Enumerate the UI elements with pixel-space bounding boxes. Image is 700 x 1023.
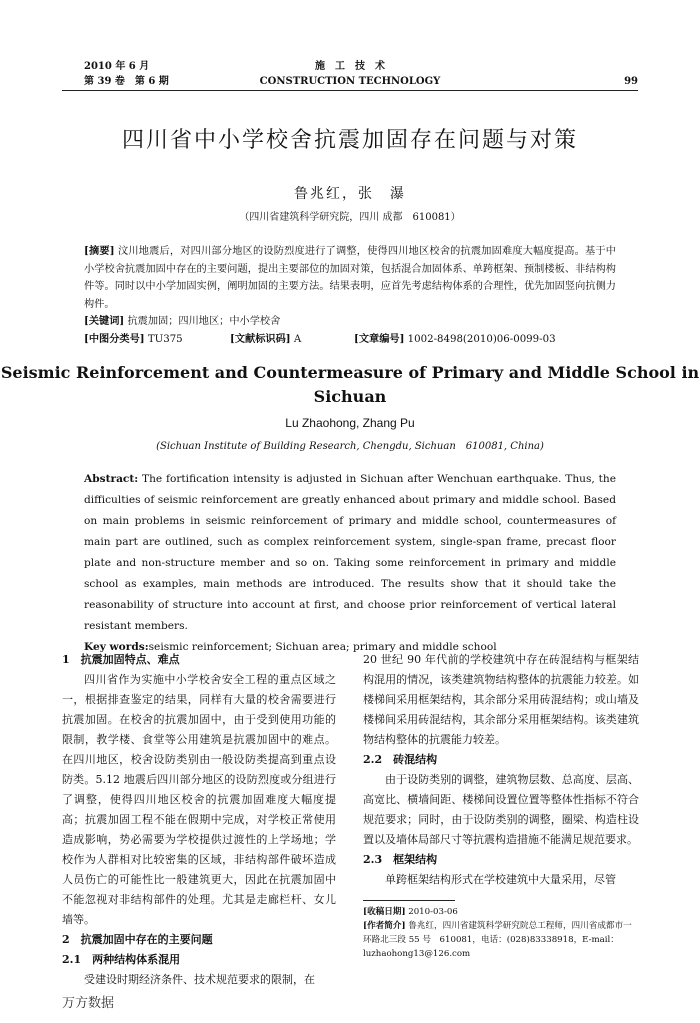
author-bio-text: 鲁兆红，四川省建筑科学研究院总工程师，四川省成都市一环路北三段 55 号 610081，电话：(028)83338918，E-mail：luzhaohong13@126.com <box>363 921 632 959</box>
clc-label: [中图分类号] <box>84 332 145 345</box>
abstract-en-body <box>84 469 616 637</box>
journal-name-cn: 施 工 技 术 <box>315 61 385 72</box>
section-2-1-heading: 2.1 两种结构体系混用 <box>62 953 181 966</box>
footnote <box>363 905 639 961</box>
received-label: [收稿日期] <box>363 907 406 917</box>
keywords-cn-label: [关键词] <box>84 315 125 327</box>
keywords-cn: 抗震加固；四川地区；中小学校舍 <box>127 316 281 327</box>
page-number: 99 <box>624 76 638 87</box>
section-1-text: 四川省作为实施中小学校舍安全工程的重点区域之一，根据排查鉴定的结果，同样有大量的校舍需要进行抗震加固。在校舍的抗震加固中，由于受到使用功能的限制，教学楼、食堂等公用建筑是抗震加固中的难点。在四川地区，校舍设防类别由一般设防类提高到重点设防类。5.12 地震后四川部分地区的设防烈度或分组进行了调整，使得四川地区校舍的抗震加固难度大幅度提高；抗震加固工程不能在假期中完成，对学校正常使用造成影响，势必需要为学校提供过渡性的上学场地；学校作为人群相对比较密集的区域，非结构部件破坏造成人员伤亡的可能性比一般建筑更大，因此在抗震加固中不能忽视对非结构部件的处理。尤其是走廊栏杆、女儿墙等。 <box>62 673 336 926</box>
abstract-en <box>84 469 616 658</box>
affiliation-en: (Sichuan Institute of Building Research, Chengdu, Sichuan 610081, China) <box>156 441 544 452</box>
paper-title-en: Seismic Reinforcement and Countermeasure of Primary and Middle School in Sichuan <box>0 363 700 406</box>
body-column-left <box>62 650 336 990</box>
author-bio-label: [作者简介] <box>363 921 406 931</box>
authors-en: Lu Zhaohong, Zhang Pu <box>285 416 415 430</box>
paper-title-cn: 四川省中小学校舍抗震加固存在问题与对策 <box>121 128 578 153</box>
body-column-right <box>363 650 639 890</box>
section-2-3-heading: 2.3 框架结构 <box>363 853 438 866</box>
author-bio-row <box>363 919 639 961</box>
abstract-en-label: Abstract: <box>84 473 139 485</box>
issue-date: 2010 年 6 月 <box>84 61 150 72</box>
affiliation-cn: （四川省建筑科学研究院，四川 成都 610081） <box>239 212 461 223</box>
received-date: 2010-03-06 <box>408 907 458 917</box>
article-id-value: 1002-8498(2010)06-0099-03 <box>407 333 556 345</box>
section-2-3-text: 单跨框架结构形式在学校建筑中大量采用，尽管 <box>385 873 616 886</box>
footnote-rule <box>363 900 455 901</box>
keywords-en-label: Key words: <box>84 641 149 653</box>
abstract-cn-label: [摘要] <box>84 245 115 257</box>
keywords-cn-row <box>84 313 616 331</box>
wanfang-watermark: 万方数据 <box>62 996 115 1011</box>
section-2-heading: 2 抗震加固中存在的主要问题 <box>62 933 213 946</box>
section-1-heading: 1 抗震加固特点、难点 <box>62 653 180 666</box>
section-2-1-continued: 20 世纪 90 年代前的学校建筑中存在砖混结构与框架结构混用的情况，该类建筑物结构整体的抗震能力较差。如楼梯间采用框架结构，其余部分采用砖混结构；或山墙及楼梯间采用砖混结构，其余部分采用框架结构。该类建筑物结构整体的抗震能力较差。 <box>363 653 639 746</box>
doc-code-value: A <box>293 333 302 345</box>
section-2-2-text: 由于设防类别的调整，建筑物层数、总高度、层高、高宽比、横墙间距、楼梯间设置位置等整体性指标不符合规范要求；同时，由于设防类别的调整，圈梁、构造柱设置以及墙体局部尺寸等抗震构造措施不能满足规范要求。 <box>363 773 639 846</box>
abstract-cn-text: 汶川地震后，对四川部分地区的设防烈度进行了调整，使得四川地区校舍的抗震加固难度大幅度提高。基于中小学校舍抗震加固中存在的主要问题，提出主要部位的加固对策，包括混合加固体系、单跨框架、预制楼板、非结构构件等。同时以中小学加固实例，阐明加固的主要方法。结果表明，应首先考虑结构体系的合理性，优先加固竖向抗侧力构件。 <box>84 246 616 310</box>
journal-name-en: CONSTRUCTION TECHNOLOGY <box>259 76 441 87</box>
doc-code-label: [文献标识码] <box>230 332 291 345</box>
article-id-label: [文章编号] <box>354 332 405 345</box>
header-rule <box>62 90 638 91</box>
received-date-row <box>363 905 639 919</box>
authors-cn: 鲁兆红，张 瀑 <box>294 186 406 202</box>
issue-volume: 第 39 卷 第 6 期 <box>84 76 169 87</box>
abstract-cn-body <box>84 243 616 313</box>
abstract-en-text: The fortification intensity is adjusted in Sichuan after Wenchuan earthquake. Thus, the difficulties of seismic reinforcement are greatly enhanced about primary and middle school. Based on main problems in seismic reinforcement of primary and middle school, countermeasures of main part are outlined, such as complex reinforcement system, single-span frame, precast floor plate and non-structure member and so on. Taking some reinforcement in primary and middle school as examples, main methods are introduced. The results show that it should take the reasonability of structure into account at first, and choose prior reinforcement of vertical lateral resistant members. <box>84 473 616 632</box>
section-2-1-text: 受建设时期经济条件、技术规范要求的限制，在 <box>84 973 315 986</box>
keywords-en: seismic reinforcement; Sichuan area; primary and middle school <box>148 641 497 653</box>
section-2-2-heading: 2.2 砖混结构 <box>363 753 438 766</box>
classification-row <box>84 331 616 349</box>
clc-value: TU375 <box>147 333 183 345</box>
abstract-cn <box>84 243 616 348</box>
